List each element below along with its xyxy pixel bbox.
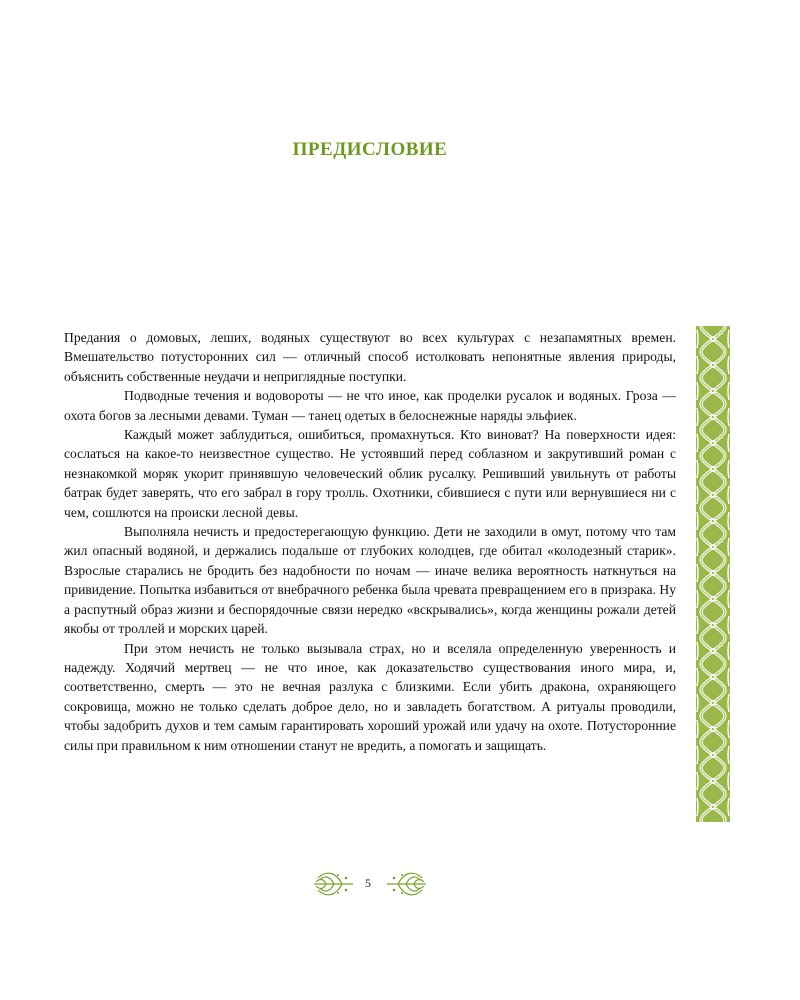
leaf-ornament-left-icon xyxy=(312,866,354,902)
paragraph-2: Подводные течения и водовороты — не что иное, как проделки русалок и водяных. Гроза — охота богов за лесными девами. Туман — танец одетых в белоснежные наряды эльфиек. xyxy=(64,388,676,423)
body-text xyxy=(64,328,676,755)
paragraph-4: Выполняла нечисть и предостерегающую функцию. Дети не заходили в омут, потому что там жил опасный водяной, и держались подальше от глубоких колодцев, где обитал «колодезный старик». Взрослые старались не бродить без надобности по ночам — иначе велика вероятность наткнуться на привидение. Попытка избавиться от внебрачного ребенка была чревата превращением его в призрака. Ну а распутный образ жизни и беспорядочные связи нередко «вскрывались», когда женщины рожали детей якобы от троллей и морских царей. xyxy=(64,524,676,637)
paragraph-5: При этом нечисть не только вызывала страх, но и вселяла определенную уверенность и надежду. Ходячий мертвец — не что иное, как доказательство существования иного мира, и, соответственно, смерть — это не вечная разлука с близкими. Если убить дракона, охраняющего сокровища, можно не только сделать доброе дело, но и завладеть богатством. А ритуалы проводили, чтобы задобрить духов и тем самым гарантировать хороший урожай или удачу на охоте. Потусторонние силы при правильном к ним отношении станут не вредить, а помогать и защищать. xyxy=(64,640,676,753)
leaf-ornament-right-icon xyxy=(386,866,428,902)
page-number: 5 xyxy=(365,876,371,890)
paragraph-3: Каждый может заблудиться, ошибиться, промахнуться. Кто виноват? На поверхности идея: сослаться на какое-то неизвестное существо. Не устоявший перед соблазном и закрутивший роман с незнакомкой моряк укорит принявшую человеческий облик русалку. Решивший увильнуть от работы батрак будет заверять, что его забрал в гору тролль. Охотники, сбившиеся с пути или вернувшиеся ни с чем, сошлются на происки лесной девы. xyxy=(64,427,676,520)
paragraph-1: Предания о домовых, леших, водяных существуют во всех культурах с незапамятных времен. Вмешательство потусторонних сил — отличный способ истолковать непонятные явления природы, объяснить собственные неудачи и неприглядные поступки. xyxy=(64,330,676,384)
celtic-knot-border-icon xyxy=(696,326,730,822)
page-title: ПРЕДИСЛОВИЕ xyxy=(292,139,448,160)
